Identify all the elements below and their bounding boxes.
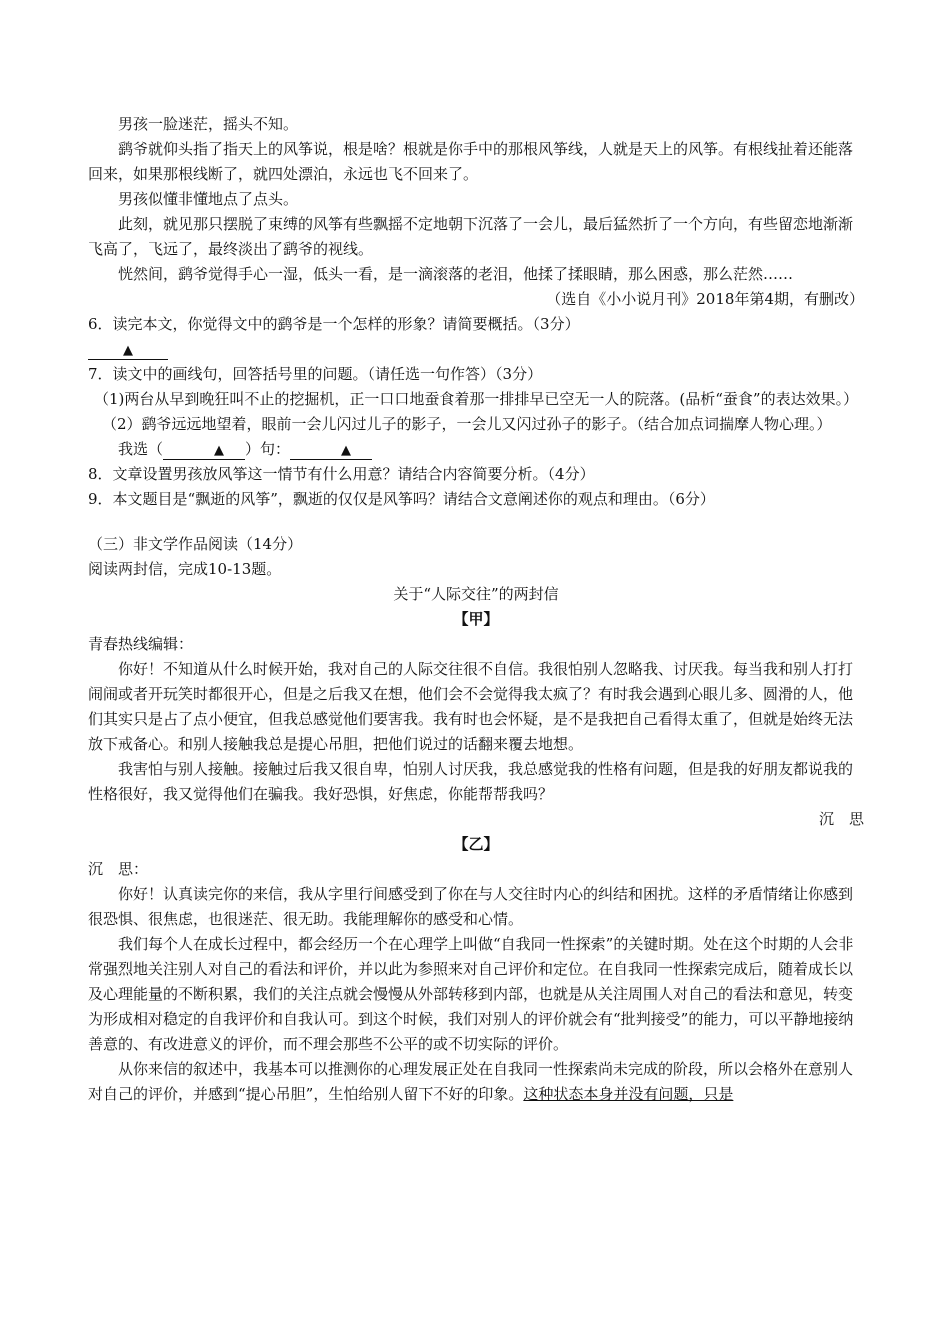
letter-a-label: 【甲】 — [453, 610, 499, 628]
letter-a-salutation: 青春热线编辑： — [88, 635, 194, 653]
story-paragraph-2: 鹞爷就仰头指了指天上的风筝说，根是啥？根就是你手中的那根风筝线，人就是天上的风筝。有根线扯着还能落回来，如果那根线断了，就四处漂泊，永远也飞不回来了。 — [88, 140, 854, 183]
question-7: 7．读文中的画线句，回答括号里的问题。（请任选一句作答）（3分） — [88, 365, 543, 383]
letter-b-paragraph-1: 你好！认真读完你的来信，我从字里行间感受到了你在与人交往时内心的纠结和困扰。这样的矛盾情绪让你感到很恐惧、很焦虑，也很迷茫、很无助。我能理解你的感受和心情。 — [88, 885, 854, 928]
letter-a-paragraph-1: 你好！不知道从什么时候开始，我对自己的人际交往很不自信。我很怕别人忽略我、讨厌我。每当我和别人打打闹闹或者开玩笑时都很开心，但是之后我又在想，他们会不会觉得我太疯了？有时我会遇到心眼儿多、圆滑的人，他们其实只是占了点小便宜，但我总感觉他们要害我。我有时也会怀疑，是不是我把自己看得太重了，但就是始终无法放下戒备心。和别人接触我总是提心吊胆，把他们说过的话翻来覆去地想。 — [88, 660, 854, 753]
letter-b-salutation: 沉 思： — [88, 860, 149, 878]
question-7-option-1: （1)两台从早到晚狂叫不止的挖掘机，正一口口地蚕食着那一排排早已空无一人的院落。(品析“蚕食”的表达效果。） — [94, 390, 859, 408]
letter-b-label: 【乙】 — [453, 835, 499, 853]
answer-blank-choice: ▲ — [163, 443, 245, 460]
underlined-sentence: 这种状态本身并没有问题，只是 — [523, 1085, 734, 1103]
question-7-answer-line — [88, 437, 864, 462]
letter-b-paragraph-2: 我们每个人在成长过程中，都会经历一个在心理学上叫做“自我同一性探索”的关键时期。处在这个时期的人会非常强烈地关注别人对自己的看法和评价，并以此为参照来对自己评价和定位。在自我同一性探索完成后，随着成长以及心理能量的不断积累，我们的关注点就会慢慢从外部转移到内部，也就是从关注周围人对自己的看法和意见，转变为形成相对稳定的自我评价和自我认可。到这个时候，我们对别人的评价就会有“批判接受”的能力，可以平静地接纳善意的、有改进意义的评价，而不理会那些不公平的或不切实际的评价。 — [88, 935, 854, 1053]
answer-blank-sentence: ▲ — [290, 443, 372, 460]
story-paragraph-1: 男孩一脸迷茫，摇头不知。 — [118, 115, 299, 133]
question-6: 6．读完本文，你觉得文中的鹞爷是一个怎样的形象？请简要概括。（3分） — [88, 315, 580, 333]
letter-a-paragraph-2: 我害怕与别人接触。接触过后我又很自卑，怕别人讨厌我，我总感觉我的性格有问题，但是我的好朋友都说我的性格很好，我又觉得他们在骗我。我好恐惧，好焦虑，你能帮帮我吗？ — [88, 760, 854, 803]
letter-a-signature: 沉 思 — [818, 810, 864, 828]
story-paragraph-3: 男孩似懂非懂地点了点头。 — [118, 190, 299, 208]
document-page — [88, 112, 864, 1107]
story-source: （选自《小小说月刊》2018年第4期，有删改） — [546, 290, 864, 308]
letter-b-paragraph-3 — [88, 1057, 864, 1107]
story-paragraph-5: 恍然间，鹞爷觉得手心一湿，低头一看，是一滴滚落的老泪，他揉了揉眼睛，那么困惑，那么茫然…… — [118, 265, 794, 283]
section-heading: （三）非文学作品阅读（14分） — [88, 535, 303, 553]
question-7-option-2: （2）鹞爷远远地望着，眼前一会儿闪过儿子的影子，一会儿又闪过孙子的影子。（结合加点词揣摩人物心理。） — [102, 415, 832, 433]
choose-label: 我选（ — [118, 440, 164, 458]
section-instruction: 阅读两封信，完成10-13题。 — [88, 560, 282, 578]
sentence-label: ）句： — [245, 440, 291, 458]
spacer — [88, 512, 864, 532]
question-6-answer-line — [88, 337, 864, 362]
answer-blank: ▲ — [88, 343, 168, 360]
story-paragraph-4: 此刻，就见那只摆脱了束缚的风筝有些飘摇不定地朝下沉落了一会儿，最后猛然折了一个方向，有些留恋地渐渐飞高了，飞远了，最终淡出了鹞爷的视线。 — [88, 215, 854, 258]
question-8: 8．文章设置男孩放风筝这一情节有什么用意？请结合内容简要分析。（4分） — [88, 465, 595, 483]
letters-title: 关于“人际交往”的两封信 — [393, 585, 559, 603]
question-9: 9．本文题目是“飘逝的风筝”，飘逝的仅仅是风筝吗？请结合文意阐述你的观点和理由。（6分） — [88, 490, 715, 508]
letter-b-paragraph-3-text: 从你来信的叙述中，我基本可以推测你的心理发展正处在自我同一性探索尚未完成的阶段，所以会格外在意别人对自己的评价，并感到“提心吊胆”，生怕给别人留下不好的印象。 — [88, 1060, 854, 1103]
